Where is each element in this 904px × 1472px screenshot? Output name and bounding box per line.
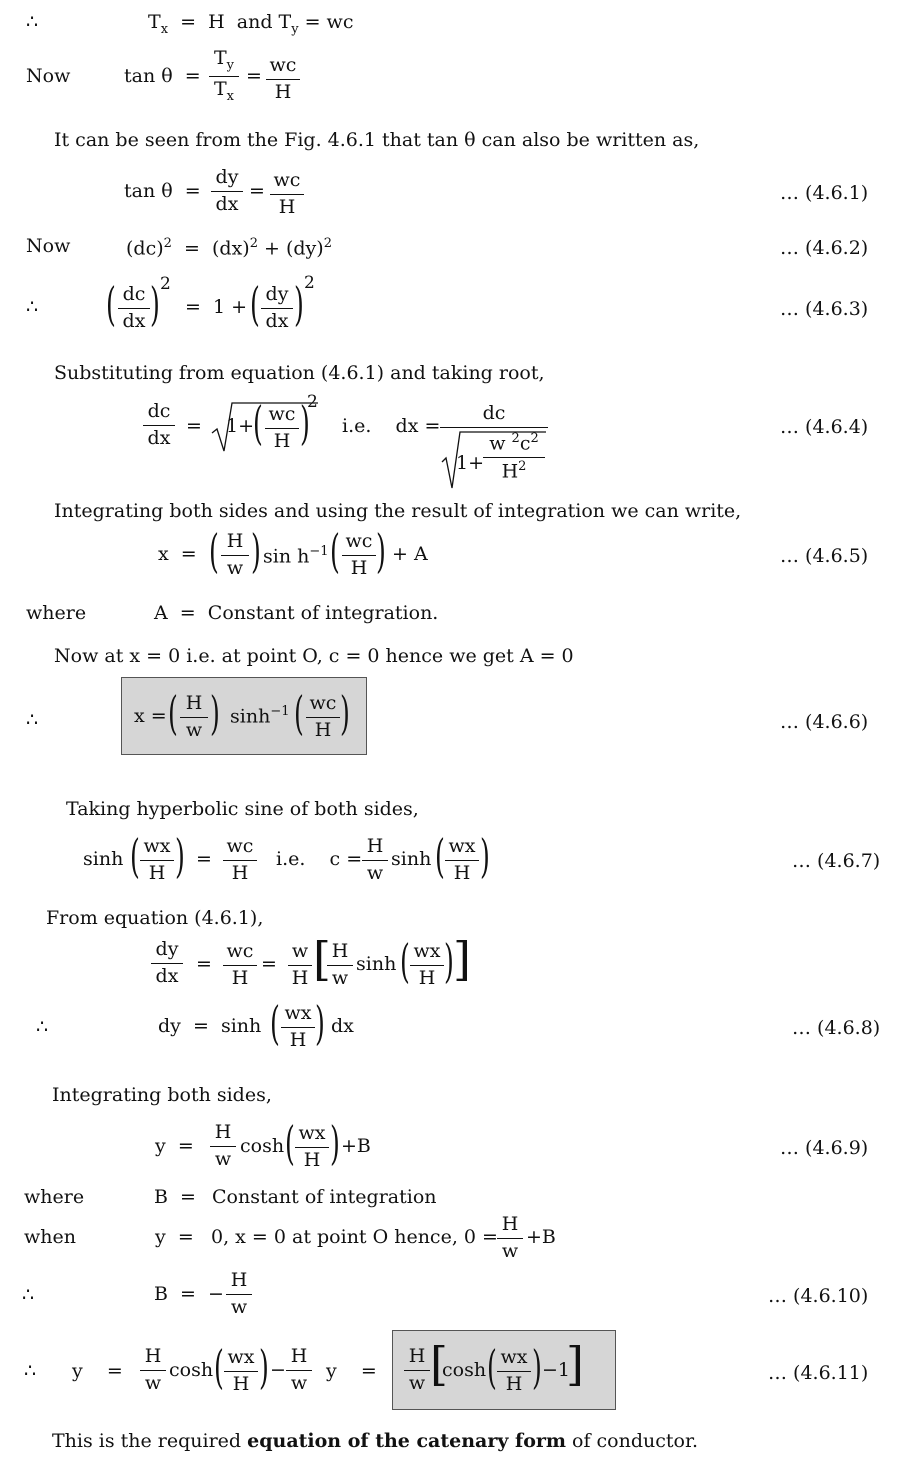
equation-ref-4-6-1: … (4.6.1)	[780, 182, 869, 204]
tan-theta: tan θ =	[124, 65, 201, 87]
therefore-symbol: ∴	[26, 296, 39, 318]
when-label: when	[24, 1226, 76, 1248]
now-label: Now	[26, 65, 71, 87]
equation-dc-squared: (dc)$^2$ = (dx)$^2$ + (dy)$^2$	[126, 236, 332, 260]
therefore-symbol: ∴	[22, 1284, 35, 1306]
constant-b-definition: Constant of integration	[212, 1186, 437, 1208]
when-condition: 0, x = 0 at point O hence, 0 =	[211, 1226, 498, 1248]
where-label: where	[26, 602, 87, 624]
paragraph-fig-intro: It can be seen from the Fig. 4.6.1 that tan θ can also be written as,	[54, 129, 700, 151]
therefore-symbol: ∴	[26, 709, 39, 731]
equation-ref-4-6-2: … (4.6.2)	[780, 237, 869, 259]
constant-a-definition: A = Constant of integration.	[154, 602, 439, 624]
equation-ref-4-6-7: … (4.6.7)	[792, 850, 881, 872]
equation-ref-4-6-8: … (4.6.8)	[792, 1017, 881, 1039]
fraction-ty-tx: $T_y$ $T_x$	[209, 48, 239, 104]
equation-tension-components: $T_x = H$ and $T_y$ = wc	[148, 11, 354, 37]
paragraph-hyperbolic: Taking hyperbolic sine of both sides,	[66, 798, 419, 820]
paragraph-integrating-1: Integrating both sides and using the result of integration we can write,	[54, 500, 742, 522]
paragraph-conclusion: This is the required equation of the catenary form of conductor.	[52, 1430, 699, 1452]
equation-ref-4-6-6: … (4.6.6)	[780, 711, 869, 733]
equation-ref-4-6-5: … (4.6.5)	[780, 545, 869, 567]
paragraph-substituting: Substituting from equation (4.6.1) and taking root,	[54, 362, 545, 384]
equation-ref-4-6-9: … (4.6.9)	[780, 1137, 869, 1159]
therefore-symbol: ∴	[24, 1360, 37, 1382]
catenary-bold-phrase: equation of the catenary form	[247, 1430, 566, 1452]
paragraph-integrating-2: Integrating both sides,	[52, 1084, 272, 1106]
where-label-2: where	[24, 1186, 85, 1208]
equation-ref-4-6-10: … (4.6.10)	[768, 1285, 869, 1307]
therefore-symbol: ∴	[36, 1016, 49, 1038]
therefore-symbol: ∴	[26, 11, 39, 33]
fraction-wc-h: wc H	[266, 55, 300, 104]
paragraph-from-equation: From equation (4.6.1),	[46, 907, 264, 929]
equation-ref-4-6-11: … (4.6.11)	[768, 1362, 869, 1384]
paragraph-now-at-x0: Now at x = 0 i.e. at point O, c = 0 hence we get A = 0	[54, 645, 574, 667]
equation-ref-4-6-3: … (4.6.3)	[780, 298, 869, 320]
now-label-2: Now	[26, 235, 71, 257]
equation-ref-4-6-4: … (4.6.4)	[780, 416, 869, 438]
fraction-dy-dx: dy dx	[211, 167, 243, 216]
